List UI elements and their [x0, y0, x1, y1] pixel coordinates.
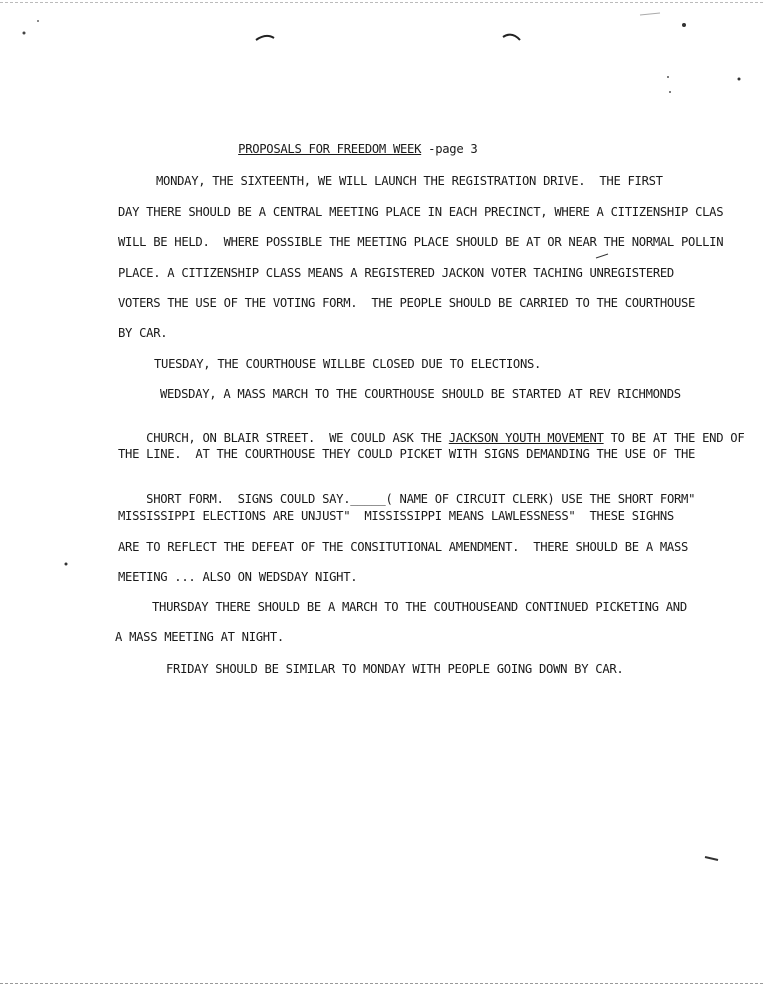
page-title [210, 128, 477, 170]
text-line: MEETING ... ALSO ON WEDSDAY NIGHT. [118, 570, 358, 584]
text-line: MONDAY, THE SIXTEENTH, WE WILL LAUNCH THE REGISTRATION DRIVE. THE FIRST [156, 174, 663, 188]
text-segment: SHORT FORM. SIGNS COULD SAY. [146, 492, 351, 506]
text-line: PLACE. A CITIZENSHIP CLASS MEANS A REGISTERED JACKON VOTER TACHING UNREGISTERED [118, 266, 674, 280]
text-line: DAY THERE SHOULD BE A CENTRAL MEETING PLACE IN EACH PRECINCT, WHERE A CITIZENSHIP CLAS [118, 205, 724, 219]
text-line: FRIDAY SHOULD BE SIMILAR TO MONDAY WITH PEOPLE GOING DOWN BY CAR. [166, 662, 624, 676]
text-line: WILL BE HELD. WHERE POSSIBLE THE MEETING PLACE SHOULD BE AT OR NEAR THE NORMAL POLLIN [118, 235, 724, 249]
text-line: VOTERS THE USE OF THE VOTING FORM. THE PEOPLE SHOULD BE CARRIED TO THE COURTHOUSE [118, 296, 696, 310]
document-title: PROPOSALS FOR FREEDOM WEEK [238, 142, 422, 156]
text-line: MISSISSIPPI ELECTIONS ARE UNJUST" MISSISSIPPI MEANS LAWLESSNESS" THESE SIGHNS [118, 509, 674, 523]
blank-line: _____ [350, 492, 386, 506]
text-segment: ( NAME OF CIRCUIT CLERK) USE THE SHORT FORM" [385, 492, 696, 506]
underlined-phrase: JACKSON YOUTH MOVEMENT [448, 431, 604, 445]
text-line: THURSDAY THERE SHOULD BE A MARCH TO THE COUTHOUSEAND CONTINUED PICKETING AND [152, 600, 687, 614]
text-line: BY CAR. [118, 326, 168, 340]
text-line: ARE TO REFLECT THE DEFEAT OF THE CONSITUTIONAL AMENDMENT. THERE SHOULD BE A MASS [118, 540, 689, 554]
text-line: TUESDAY, THE COURTHOUSE WILLBE CLOSED DUE TO ELECTIONS. [154, 357, 542, 371]
text-segment: TO BE AT THE END OF [603, 431, 745, 445]
text-segment: CHURCH, ON BLAIR STREET. WE COULD ASK THE [146, 431, 449, 445]
text-line: WEDSDAY, A MASS MARCH TO THE COURTHOUSE SHOULD BE STARTED AT REV RICHMONDS [160, 387, 681, 401]
text-line: A MASS MEETING AT NIGHT. [115, 630, 284, 644]
page-number: -page 3 [421, 142, 478, 156]
text-line: THE LINE. AT THE COURTHOUSE THEY COULD PICKET WITH SIGNS DEMANDING THE USE OF THE [118, 447, 696, 461]
